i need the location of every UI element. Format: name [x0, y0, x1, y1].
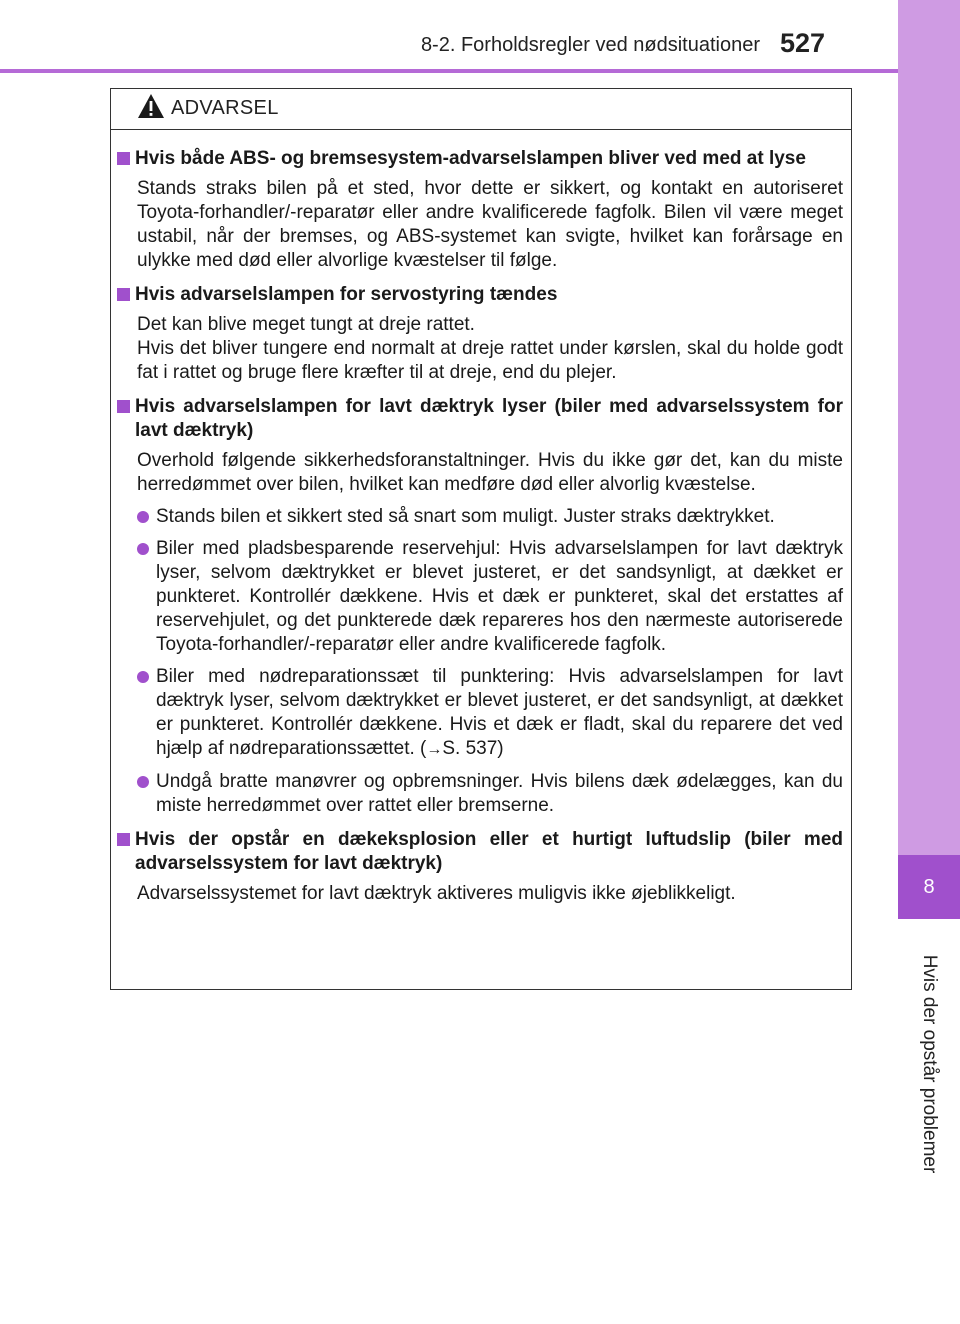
square-bullet-icon	[117, 152, 130, 165]
chapter-number-tab: 8	[898, 855, 960, 919]
list-item-text: Stands bilen et sikkert sted så snart som muligt. Juster straks dæktrykket.	[156, 506, 775, 527]
section-tire-blowout	[117, 828, 843, 906]
list-item	[137, 537, 843, 657]
circle-bullet-icon	[137, 776, 149, 788]
warning-triangle-icon	[137, 93, 165, 119]
header-divider	[0, 69, 898, 73]
section-power-steering	[117, 283, 843, 385]
warning-box	[110, 88, 852, 990]
section-heading: Hvis advarselslampen for lavt dæktryk lyser (biler med advarselssystem for lavt dæktryk)	[135, 396, 843, 441]
section-paragraph: Overhold følgende sikkerhedsforanstaltninger. Hvis du ikke gør det, kan du miste herredømmet over bilen, hvilket kan medføre død eller alvorlig kvæstelse.	[137, 450, 843, 495]
list-item-text: Biler med pladsbesparende reservehjul: Hvis advarselslampen for lavt dæktryk lyser, selvom dæktrykket er blevet justeret, er det sandsynligt, at dækket er punkteret. Kontrollér dækkene. Hvis et dæk er punkteret, skal det erstattes af reservehjulet, og det punkterede dæk repareres hos den nærmeste autoriserede Toyota-forhandler/-reparatør eller andre kvalificerede fagfolk.	[156, 538, 843, 655]
section-heading: Hvis advarselslampen for servostyring tændes	[135, 284, 558, 305]
section-paragraph: Advarselssystemet for lavt dæktryk aktiveres muligvis ikke øjeblikkeligt.	[137, 883, 736, 904]
list-item	[137, 770, 843, 818]
section-heading: Hvis både ABS- og bremsesystem-advarselslampen bliver ved med at lyse	[135, 148, 806, 169]
page-header-title: 8-2. Forholdsregler ved nødsituationer	[420, 34, 760, 56]
list-item	[137, 665, 843, 762]
chapter-title-vertical: Hvis der opstår problemer	[919, 954, 940, 1174]
warning-title: ADVARSEL	[171, 97, 279, 119]
circle-bullet-icon	[137, 671, 149, 683]
arrow-right-icon: →	[426, 741, 443, 758]
circle-bullet-icon	[137, 543, 149, 555]
square-bullet-icon	[117, 288, 130, 301]
section-heading: Hvis der opstår en dækeksplosion eller et hurtigt luftudslip (biler med advarselssystem for lavt dæktryk)	[135, 829, 843, 874]
page-reference-link[interactable]: S. 537)	[442, 738, 504, 759]
section-paragraph: Hvis det bliver tungere end normalt at dreje rattet under kørslen, skal du holde godt fat i rattet og bruge flere kræfter til at dreje, end du plejer.	[137, 338, 843, 383]
side-tab-background	[898, 0, 960, 855]
list-item	[137, 505, 843, 529]
warning-body	[111, 147, 851, 916]
section-paragraph: Stands straks bilen på et sted, hvor dette er sikkert, og kontakt en autoriseret Toyota-forhandler/-reparatør eller andre kvalificerede fagfolk. Bilen vil være meget ustabil, når der bremses, og ABS-systemet kan svigte, hvilket kan forårsage en ulykke med død eller alvorlige kvæstelser til følge.	[137, 178, 843, 271]
section-low-tire-pressure	[117, 395, 843, 818]
warning-header	[111, 89, 851, 130]
section-abs-brake	[117, 147, 843, 273]
page-number: 527	[780, 28, 826, 58]
list-item-text: Biler med nødreparationssæt til punktering: Hvis advarselslampen for lavt dæktryk lyser, selvom dæktrykket er blevet justeret, er det sandsynligt, at dækket er punkteret. Kontrollér dækkene. Hvis et dæk er fladt, skal du reparere det ved hjælp af nødreparationssættet. (	[156, 666, 843, 759]
circle-bullet-icon	[137, 511, 149, 523]
list-item-text: Undgå bratte manøvrer og opbremsninger. Hvis bilens dæk ødelægges, kan du miste herredømmet over rattet eller bremserne.	[156, 771, 843, 816]
square-bullet-icon	[117, 400, 130, 413]
section-paragraph: Det kan blive meget tungt at dreje rattet.	[137, 314, 475, 335]
square-bullet-icon	[117, 833, 130, 846]
